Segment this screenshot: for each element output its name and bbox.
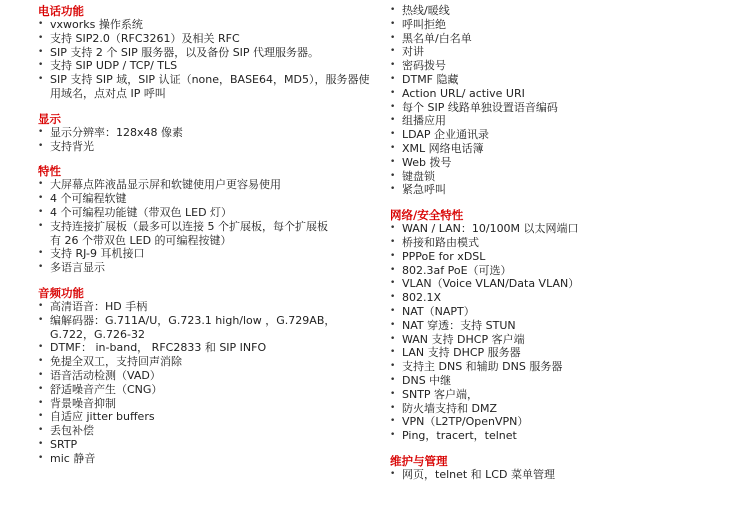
feature-list [38, 126, 378, 154]
feature-item: • VLAN（Voice VLAN/Data VLAN） [390, 277, 740, 291]
section [38, 286, 378, 466]
feature-item: • 多语言显示 [38, 261, 378, 275]
feature-item: • DTMF 隐藏 [390, 73, 740, 87]
feature-item: • 语音活动检测（VAD） [38, 369, 378, 383]
feature-item: • WAN 支持 DHCP 客户端 [390, 333, 740, 347]
feature-list [390, 222, 740, 443]
feature-item: • 免提全双工，支持回声消除 [38, 355, 378, 369]
section [38, 4, 378, 101]
feature-item: • 黑名单/白名单 [390, 32, 740, 46]
feature-item: • 显示分辨率：128x48 像素 [38, 126, 378, 140]
feature-item: • LAN 支持 DHCP 服务器 [390, 346, 740, 360]
feature-item: • 4 个可编程软键 [38, 192, 378, 206]
feature-item: • 防火墙支持和 DMZ [390, 402, 740, 416]
feature-item: • Ping，tracert，telnet [390, 429, 740, 443]
feature-item: • 自适应 jitter buffers [38, 410, 378, 424]
feature-list [390, 468, 740, 482]
section-heading: 显示 [38, 111, 61, 126]
feature-item: • vxworks 操作系统 [38, 18, 378, 32]
feature-item: • PPPoE for xDSL [390, 250, 740, 264]
feature-list [38, 18, 378, 101]
feature-item: • 大屏幕点阵液晶显示屏和软键使用户更容易使用 [38, 178, 378, 192]
feature-item: • 密码拨号 [390, 59, 740, 73]
feature-list [38, 178, 378, 275]
feature-item: • DTMF： in-band， RFC2833 和 SIP INFO [38, 341, 378, 355]
feature-item: • 高清语音：HD 手柄 [38, 300, 378, 314]
section-heading: 特性 [38, 164, 61, 179]
feature-item: • 4 个可编程功能键（带双色 LED 灯） [38, 206, 378, 220]
feature-item: • 网页，telnet 和 LCD 菜单管理 [390, 468, 740, 482]
feature-item: • 每个 SIP 线路单独设置语音编码 [390, 101, 740, 115]
feature-item: • 舒适噪音产生（CNG） [38, 383, 378, 397]
feature-item: • 支持背光 [38, 140, 378, 154]
feature-item: • 桥接和路由模式 [390, 236, 740, 250]
feature-item: • Web 拨号 [390, 156, 740, 170]
feature-item: • NAT（NAPT） [390, 305, 740, 319]
feature-item: • 对讲 [390, 45, 740, 59]
section-heading: 网络/安全特性 [390, 208, 464, 223]
section [38, 112, 378, 154]
feature-item: • SRTP [38, 438, 378, 452]
feature-item: • 热线/暖线 [390, 4, 740, 18]
feature-item: • 组播应用 [390, 114, 740, 128]
feature-item: • 丢包补偿 [38, 424, 378, 438]
feature-item: • 背景噪音抑制 [38, 397, 378, 411]
feature-item: • 键盘锁 [390, 170, 740, 184]
feature-item: • 紧急呼叫 [390, 183, 740, 197]
section-heading: 电话功能 [38, 4, 84, 18]
feature-list [390, 4, 740, 197]
section-heading: 音频功能 [38, 285, 84, 300]
feature-item: • VPN（L2TP/OpenVPN） [390, 415, 740, 429]
section-heading: 维护与管理 [390, 453, 448, 468]
feature-item: • XML 网络电话簿 [390, 142, 740, 156]
feature-item: • WAN / LAN：10/100M 以太网端口 [390, 222, 740, 236]
feature-item: • LDAP 企业通讯录 [390, 128, 740, 142]
section [390, 454, 740, 482]
feature-item: • 编解码器：G.711A/U，G.723.1 high/low ，G.729AB，G.722，G.726-32 [38, 314, 378, 342]
feature-item: • SIP 支持 SIP 域，SIP 认证（none，BASE64，MD5），服务器使用域名，点对点 IP 呼叫 [38, 73, 378, 101]
section [390, 4, 740, 197]
feature-item: • SIP 支持 2 个 SIP 服务器，以及备份 SIP 代理服务器。 [38, 46, 378, 60]
feature-list [38, 300, 378, 466]
right-column [390, 4, 740, 493]
feature-item: • 呼叫拒绝 [390, 18, 740, 32]
section [38, 164, 378, 275]
feature-item: • SNTP 客户端， [390, 388, 740, 402]
feature-item: • 802.3af PoE（可选） [390, 264, 740, 278]
feature-item: • 支持 SIP2.0（RFC3261）及相关 RFC [38, 32, 378, 46]
feature-item: • 支持 RJ-9 耳机接口 [38, 247, 378, 261]
left-column [38, 4, 378, 477]
feature-item: • 支持连接扩展板（最多可以连接 5 个扩展板，每个扩展板 有 26 个带双色 LED 的可编程按键） [38, 220, 378, 248]
section [390, 208, 740, 443]
feature-item: • 802.1X [390, 291, 740, 305]
feature-item: • DNS 中继 [390, 374, 740, 388]
feature-item: • 支持 SIP UDP / TCP/ TLS [38, 59, 378, 73]
feature-item: • 支持主 DNS 和辅助 DNS 服务器 [390, 360, 740, 374]
feature-item: • mic 静音 [38, 452, 378, 466]
feature-item: • NAT 穿透：支持 STUN [390, 319, 740, 333]
feature-item: • Action URL/ active URI [390, 87, 740, 101]
